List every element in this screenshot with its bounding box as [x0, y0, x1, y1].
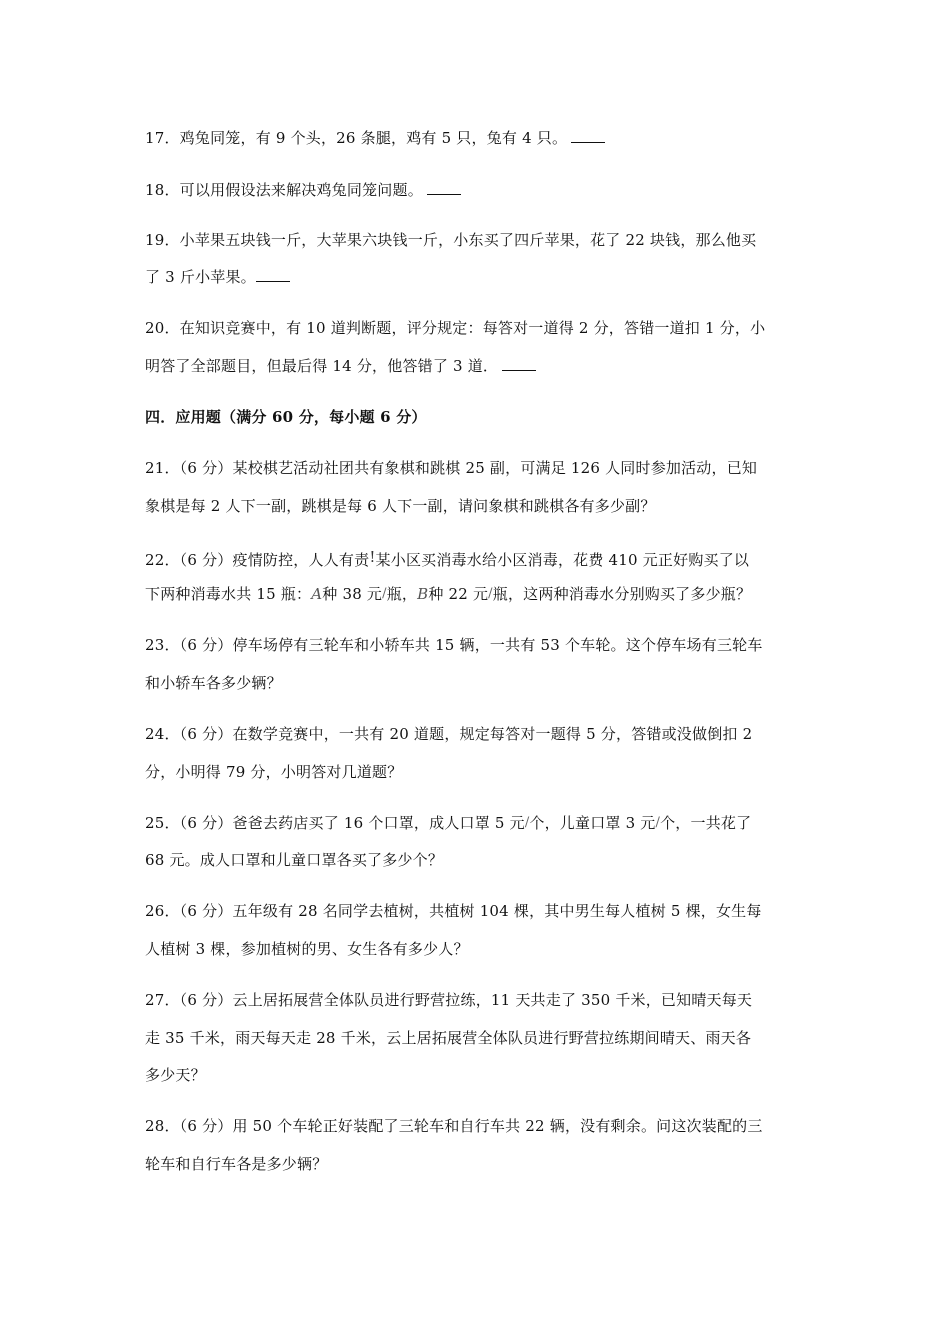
answer-blank[interactable] [571, 128, 605, 143]
question-22-text: 瓶，这两种消毒水分别购买了多少瓶？ [492, 585, 752, 603]
question-28-line-2: 轮车和自行车各是多少辆？ [145, 1155, 328, 1173]
question-20-line-2 [145, 356, 536, 376]
question-22-text: 种 38 元 [322, 585, 383, 603]
question-26-line-2: 人植树 3 棵，参加植树的男、女生各有多少人？ [145, 940, 469, 958]
variable-b: B [417, 585, 429, 603]
question-23-line-1: 23．（6 分）停车场停有三轮车和小轿车共 15 辆，一共有 53 个车轮。这个停车场有三轮车 [145, 636, 763, 654]
question-22-text: 下两种消毒水共 15 瓶： [145, 585, 312, 603]
question-26-line-1: 26．（6 分）五年级有 28 名同学去植树，共植树 104 棵，其中男生每人植树 5 棵，女生每 [145, 902, 762, 920]
question-24-line-1: 24．（6 分）在数学竞赛中，一共有 20 道题，规定每答对一题得 5 分，答错或没做倒扣 2 [145, 725, 753, 743]
section-heading: 四．应用题（满分 60 分，每小题 6 分） [145, 408, 427, 426]
question-18 [145, 180, 461, 200]
per-slash: / [382, 586, 387, 601]
question-22-text: 瓶， [386, 585, 418, 603]
per-slash: / [488, 586, 493, 601]
question-19-line-2 [145, 267, 290, 287]
question-21-line-1: 21．（6 分）某校棋艺活动社团共有象棋和跳棋 25 副，可满足 126 人同时参加活动，已知 [145, 459, 758, 477]
answer-blank[interactable] [256, 267, 290, 282]
question-22-text: 22．（6 分）疫情防控，人人有责 [145, 551, 370, 569]
question-17-text: 17．鸡兔同笼，有 9 个头，26 条腿，鸡有 5 只，兔有 4 只。 [145, 129, 568, 147]
question-25-line-2: 68 元。成人口罩和儿童口罩各买了多少个？ [145, 851, 444, 869]
question-19-line-1: 19．小苹果五块钱一斤，大苹果六块钱一斤，小东买了四斤苹果，花了 22 块钱，那么他买 [145, 231, 757, 249]
question-20-text: 明答了全部题目，但最后得 14 分，他答错了 3 道． [145, 357, 499, 375]
question-21-line-2: 象棋是每 2 人下一副，跳棋是每 6 人下一副，请问象棋和跳棋各有多少副？ [145, 497, 656, 515]
question-27-line-2: 走 35 千米，雨天每天走 28 千米，云上居拓展营全体队员进行野营拉练期间晴天、雨天各 [145, 1029, 752, 1047]
question-23-line-2: 和小轿车各多少辆？ [145, 674, 282, 692]
exclamation-mark: ! [369, 548, 376, 566]
per-slash: / [655, 815, 661, 830]
question-17 [145, 128, 605, 148]
question-22-text: 某小区买消毒水给小区消毒，花费 410 元正好购买了以 [375, 551, 750, 569]
question-27-line-3: 多少天？ [145, 1066, 206, 1084]
question-28-line-1: 28．（6 分）用 50 个车轮正好装配了三轮车和自行车共 22 辆，没有剩余。问这次装配的三 [145, 1117, 763, 1135]
question-19-text: 了 3 斤小苹果。 [145, 268, 256, 286]
question-27-line-1: 27．（6 分）云上居拓展营全体队员进行野营拉练，11 天共走了 350 千米，已知晴天每天 [145, 991, 753, 1009]
question-22-line-2 [145, 584, 751, 604]
question-20-line-1: 20．在知识竞赛中，有 10 道判断题，评分规定：每答对一道得 2 分，答错一道扣 1 分，小 [145, 319, 766, 337]
answer-blank[interactable] [502, 356, 536, 371]
question-25-text: 个，一共花了 [660, 814, 752, 832]
question-22-line-1 [145, 547, 749, 570]
per-slash: / [524, 815, 530, 830]
question-24-line-2: 分，小明得 79 分，小明答对几道题？ [145, 763, 403, 781]
question-25-text: 个，儿童口罩 3 元 [529, 814, 656, 832]
question-22-text: 种 22 元 [428, 585, 489, 603]
question-25-text: 25．（6 分）爸爸去药店买了 16 个口罩，成人口罩 5 元 [145, 814, 525, 832]
variable-a: A [311, 585, 323, 603]
answer-blank[interactable] [427, 180, 461, 195]
question-25-line-1 [145, 813, 751, 833]
question-18-text: 18．可以用假设法来解决鸡兔同笼问题。 [145, 181, 423, 199]
